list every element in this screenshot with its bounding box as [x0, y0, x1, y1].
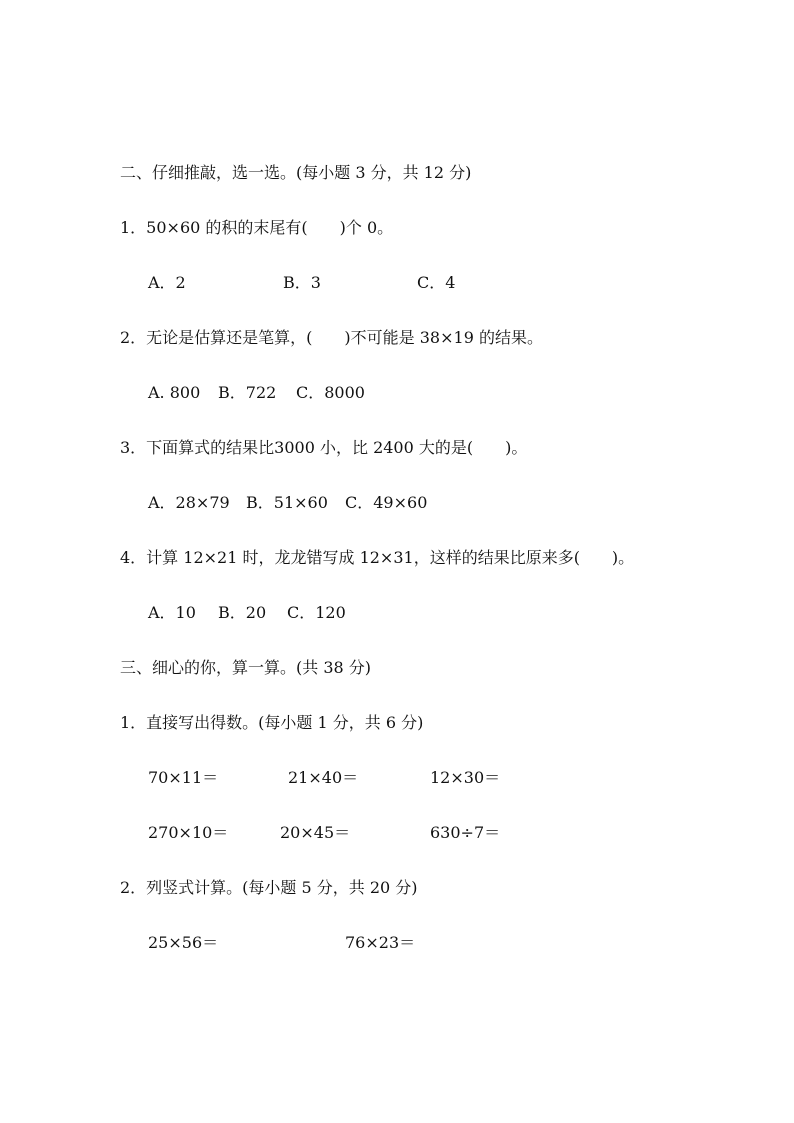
calc-q1-stem: 1．直接写出得数。(每小题 1 分，共 6 分)	[120, 713, 424, 732]
calc-q1-item-6: 630÷7＝	[430, 823, 501, 842]
question-4-option-a: A．10	[148, 603, 196, 622]
question-4-option-c: C．120	[287, 603, 346, 622]
calc-q1-item-1: 70×11＝	[148, 768, 219, 787]
calc-q1-item-2: 21×40＝	[288, 768, 359, 787]
calc-q2-item-1: 25×56＝	[148, 933, 219, 952]
question-4-stem: 4．计算 12×21 时，龙龙错写成 12×31，这样的结果比原来多( )。	[120, 548, 635, 567]
question-3-stem: 3．下面算式的结果比3000 小，比 2400 大的是( )。	[120, 438, 528, 457]
calc-q1-item-5: 20×45＝	[280, 823, 351, 842]
question-3-option-b: B．51×60	[246, 493, 328, 512]
question-2-option-c: C．8000	[296, 383, 365, 402]
question-2-option-a: A. 800	[148, 383, 201, 402]
calc-q1-item-3: 12×30＝	[430, 768, 501, 787]
question-1-stem: 1．50×60 的积的末尾有( )个 0。	[120, 218, 394, 237]
question-2-stem: 2．无论是估算还是笔算，( )不可能是 38×19 的结果。	[120, 328, 543, 347]
question-1-option-c: C．4	[417, 273, 456, 292]
question-2-option-b: B．722	[218, 383, 277, 402]
question-1-option-b: B．3	[283, 273, 321, 292]
question-4-option-b: B．20	[218, 603, 267, 622]
calc-q2-stem: 2．列竖式计算。(每小题 5 分，共 20 分)	[120, 878, 418, 897]
question-1-option-a: A．2	[148, 273, 186, 292]
question-3-option-c: C．49×60	[345, 493, 428, 512]
question-3-option-a: A．28×79	[148, 493, 230, 512]
section-3-heading: 三、细心的你，算一算。(共 38 分)	[120, 658, 372, 677]
calc-q2-item-2: 76×23＝	[345, 933, 416, 952]
section-2-heading: 二、仔细推敲，选一选。(每小题 3 分，共 12 分)	[120, 163, 472, 182]
calc-q1-item-4: 270×10＝	[148, 823, 229, 842]
